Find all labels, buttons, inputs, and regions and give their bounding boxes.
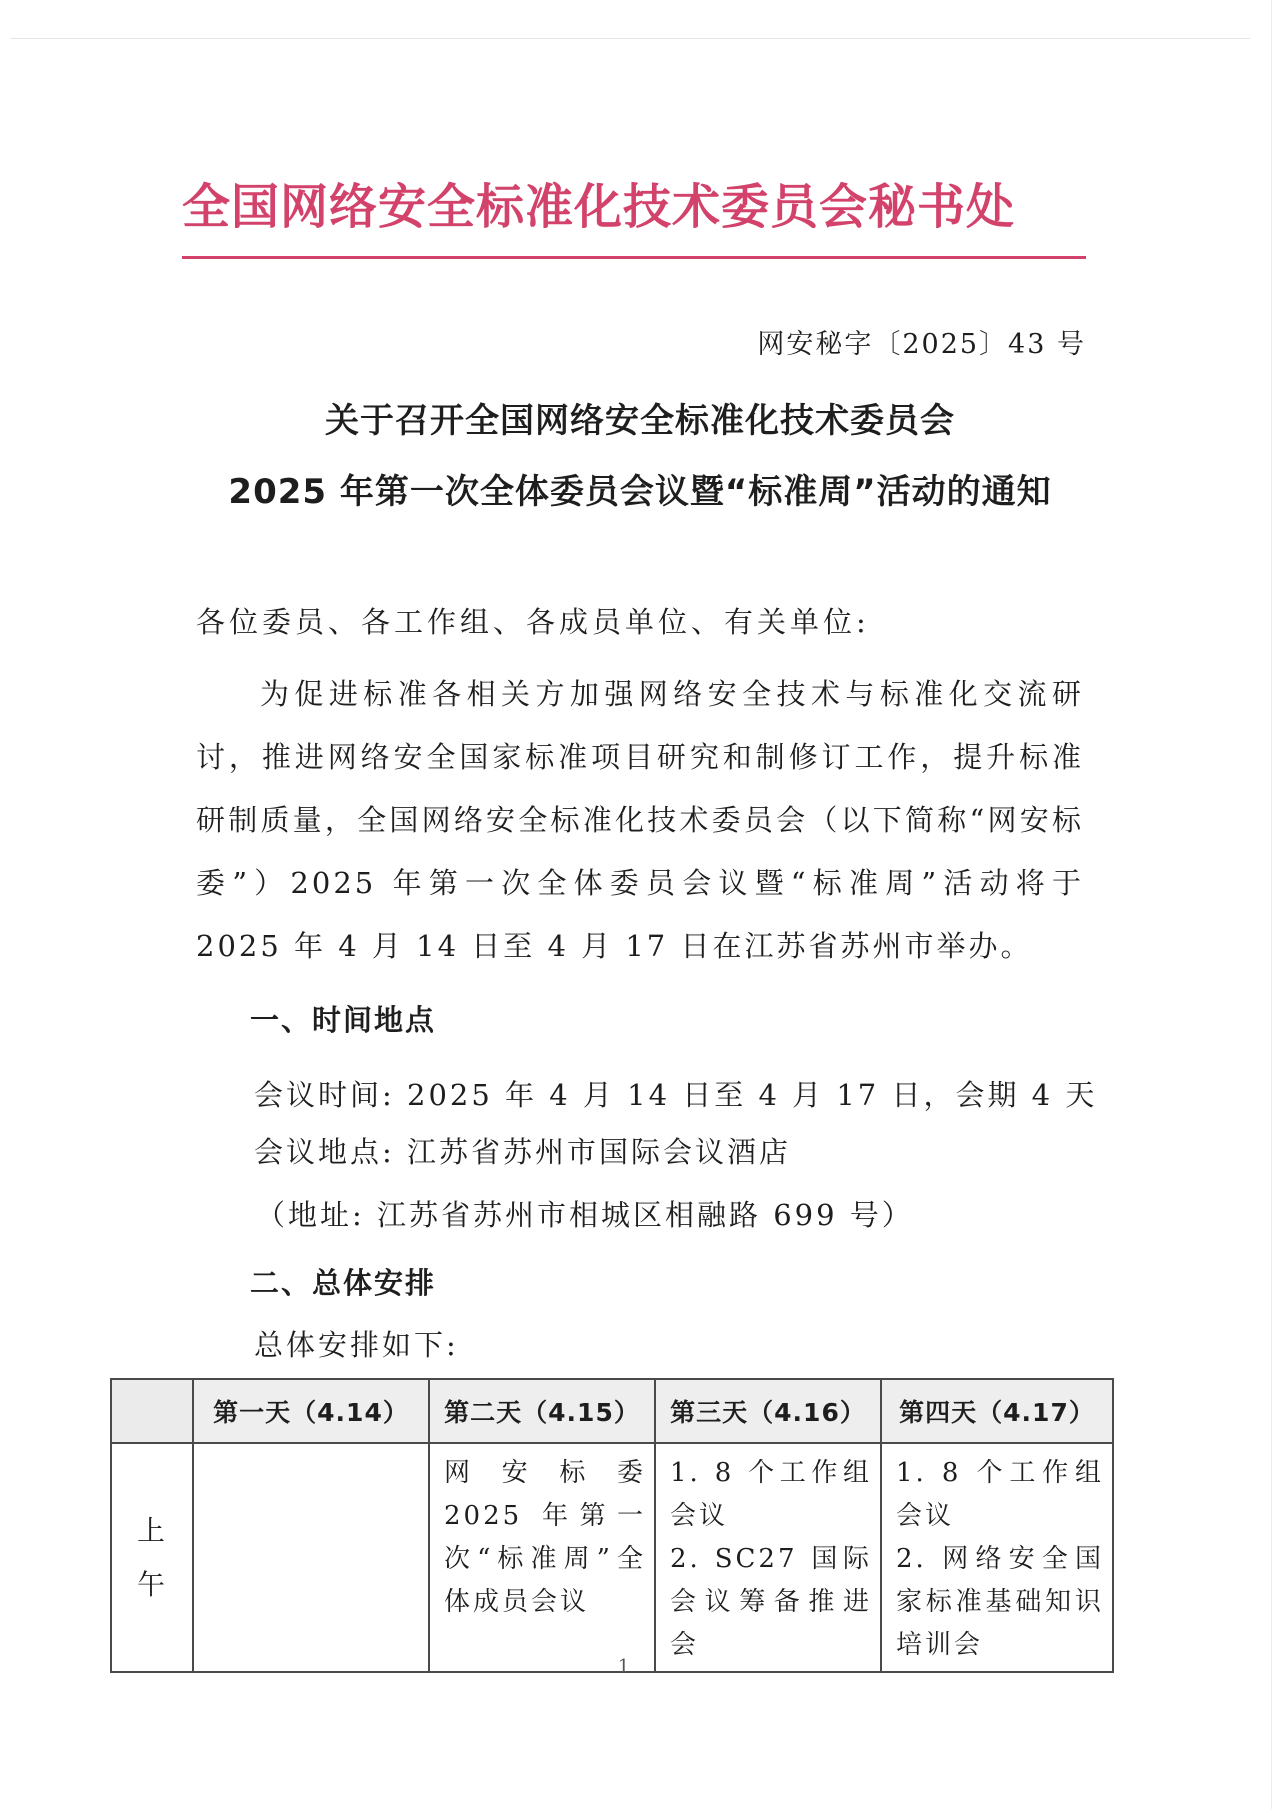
schedule-row-morning (111, 1443, 1113, 1672)
schedule-cell-day3 (655, 1443, 881, 1672)
salutation: 各位委员、各工作组、各成员单位、有关单位: (196, 605, 870, 639)
schedule-header-day3: 第三天（4.16） (655, 1379, 881, 1443)
meeting-time: 会议时间: 2025 年 4 月 14 日至 4 月 17 日，会期 4 天 (254, 1078, 1098, 1112)
schedule-day4-item2: 2. 网络安全国家标准基础知识培训会 (896, 1544, 1104, 1660)
schedule-header-day4: 第四天（4.17） (881, 1379, 1113, 1443)
intro-paragraph: 为促进标准各相关方加强网络安全技术与标准化交流研讨，推进网络安全国家标准项目研究和制修订工作，提升标准研制质量，全国网络安全标准化技术委员会（以下简称“网安标委”）2025 年第一次全体委员会议暨“标准周”活动将于 2025 年 4 月 14 日至 4 月 17 日在江苏省苏州市举办。 (196, 677, 1084, 963)
document-number: 网安秘字〔2025〕43 号 (757, 329, 1086, 360)
meeting-address: （地址: 江苏省苏州市相城区相融路 699 号） (256, 1198, 914, 1232)
schedule-day3-item1: 1. 8 个工作组会议 (670, 1458, 872, 1531)
scan-edge-right (1271, 0, 1272, 1809)
schedule-table (110, 1378, 1114, 1673)
scan-edge-top (10, 38, 1250, 39)
schedule-cell-day4 (881, 1443, 1113, 1672)
letterhead-rule (182, 256, 1086, 259)
document-title-line2: 2025 年第一次全体委员会议暨“标准周”活动的通知 (228, 472, 1052, 512)
section-heading-time-venue: 一、时间地点 (250, 1003, 437, 1037)
schedule-header-row (111, 1379, 1113, 1443)
page-number: 1 (618, 1656, 630, 1677)
schedule-header-day1: 第一天（4.14） (193, 1379, 429, 1443)
letterhead-org: 全国网络安全标准化技术委员会秘书处 (182, 179, 1016, 235)
schedule-header-day2: 第二天（4.15） (429, 1379, 655, 1443)
schedule-header-corner (111, 1379, 193, 1443)
schedule-cell-day1 (193, 1443, 429, 1672)
meeting-venue: 会议地点: 江苏省苏州市国际会议酒店 (254, 1135, 791, 1169)
section-heading-arrangement: 二、总体安排 (250, 1266, 437, 1300)
schedule-period-label: 上午 (137, 1513, 169, 1601)
schedule-day4-item1: 1. 8 个工作组会议 (896, 1458, 1104, 1531)
schedule-cell-day2: 网安标委 2025 年第一次“标准周”全体成员会议 (429, 1443, 655, 1672)
schedule-day3-item2: 2. SC27 国际会议筹备推进会 (670, 1544, 872, 1660)
arrangement-intro: 总体安排如下: (254, 1328, 459, 1362)
schedule-period-cell (111, 1443, 193, 1672)
document-title-line1: 关于召开全国网络安全标准化技术委员会 (325, 401, 955, 441)
